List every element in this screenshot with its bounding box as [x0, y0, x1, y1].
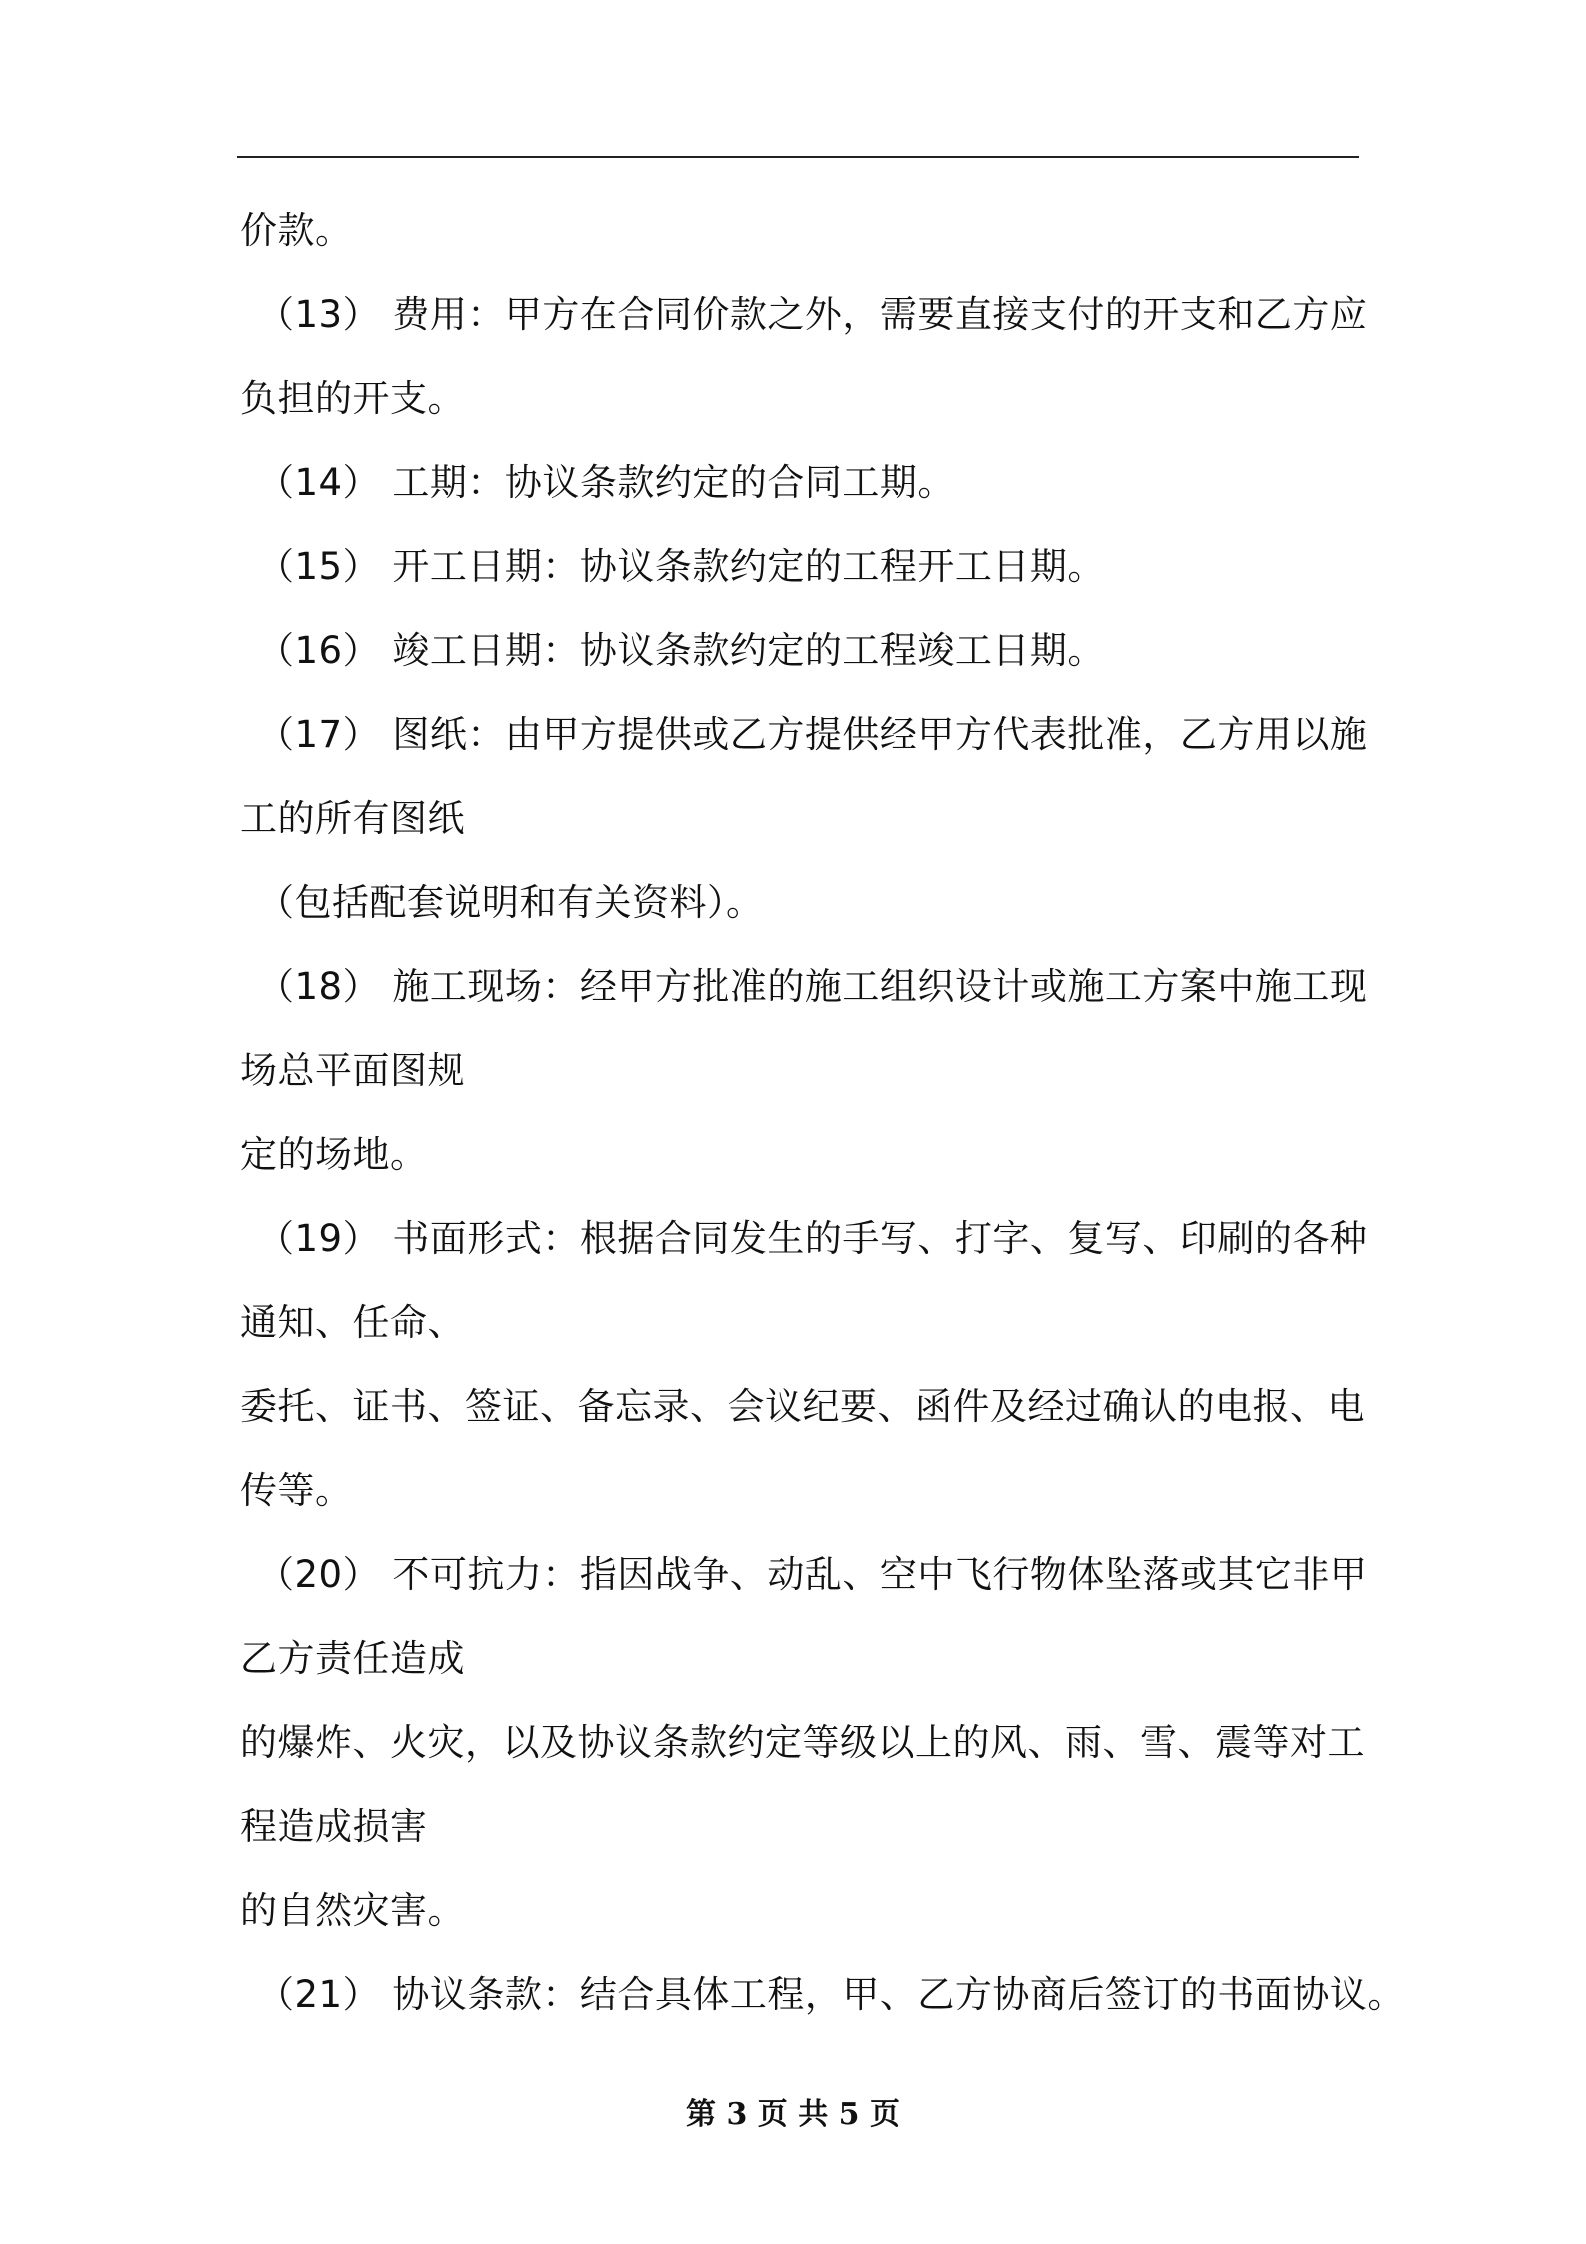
text-line: 场总平面图规 — [240, 1049, 465, 1092]
page-number-footer: 第 3 页 共 5 页 — [686, 2097, 900, 2132]
text-line: 乙方责任造成 — [240, 1637, 465, 1680]
text-line: 程造成损害 — [240, 1805, 428, 1848]
text-line: （19） 书面形式：根据合同发生的手写、打字、复写、印刷的各种 — [257, 1217, 1368, 1260]
text-line: （20） 不可抗力：指因战争、动乱、空中飞行物体坠落或其它非甲 — [257, 1553, 1368, 1596]
text-line: 工的所有图纸 — [240, 797, 465, 840]
text-line: （13） 费用：甲方在合同价款之外，需要直接支付的开支和乙方应 — [257, 293, 1368, 336]
text-line: （17） 图纸：由甲方提供或乙方提供经甲方代表批准，乙方用以施 — [257, 713, 1368, 756]
text-line: 定的场地。 — [240, 1133, 428, 1176]
text-line: 的爆炸、火灾，以及协议条款约定等级以上的风、雨、雪、震等对工 — [240, 1721, 1365, 1764]
text-line: 委托、证书、签证、备忘录、会议纪要、函件及经过确认的电报、电 — [240, 1385, 1365, 1428]
text-line: 负担的开支。 — [240, 377, 465, 420]
text-line: （16） 竣工日期：协议条款约定的工程竣工日期。 — [257, 629, 1105, 672]
text-line: （14） 工期：协议条款约定的合同工期。 — [257, 461, 955, 504]
text-line: 的自然灾害。 — [240, 1889, 465, 1932]
document-body — [240, 196, 1405, 2044]
text-line: （18） 施工现场：经甲方批准的施工组织设计或施工方案中施工现 — [257, 965, 1368, 1008]
text-line: 传等。 — [240, 1469, 353, 1512]
text-line: 价款。 — [240, 209, 353, 252]
text-line: （15） 开工日期：协议条款约定的工程开工日期。 — [257, 545, 1105, 588]
header-rule — [237, 156, 1359, 158]
text-line: （21） 协议条款：结合具体工程，甲、乙方协商后签订的书面协议。 — [257, 1973, 1405, 2016]
text-line: 通知、任命、 — [240, 1301, 465, 1344]
text-line: （包括配套说明和有关资料）。 — [257, 881, 764, 924]
